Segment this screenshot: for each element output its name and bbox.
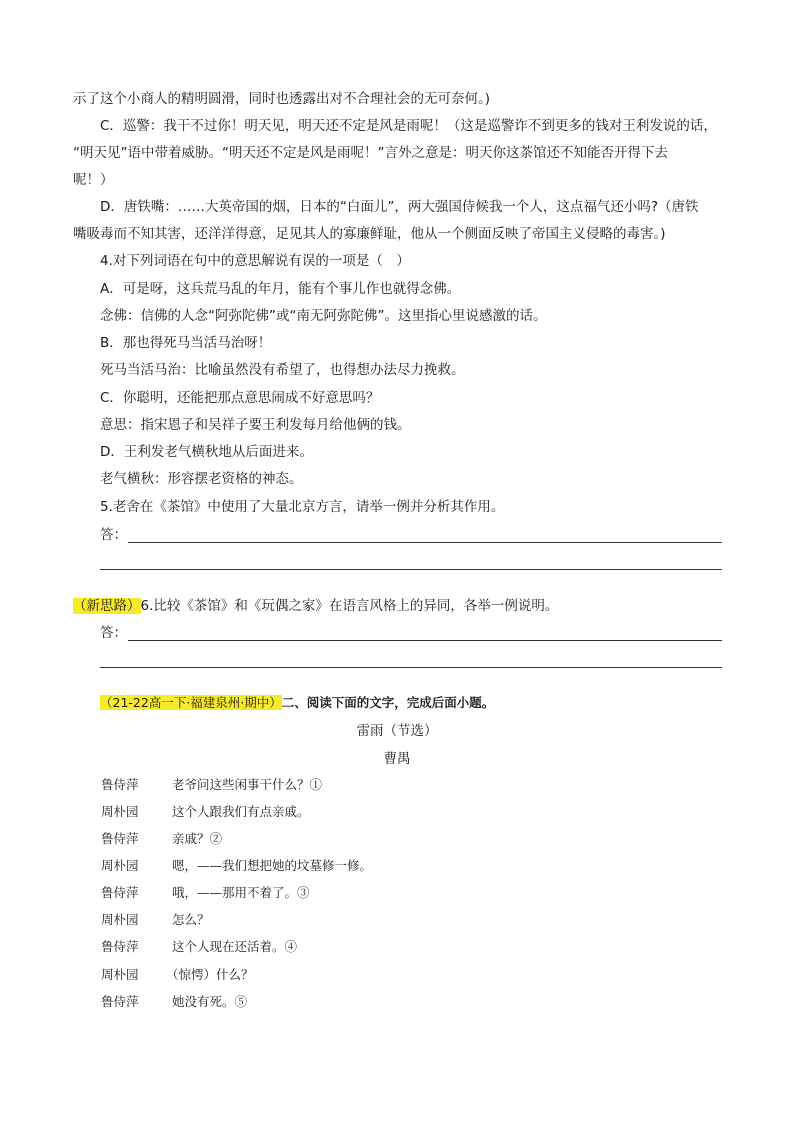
speaker: 周朴园 xyxy=(101,912,139,927)
passage-author: 曹禺 xyxy=(383,751,411,767)
answer-label: 答： xyxy=(100,527,127,543)
dialogue-line xyxy=(0,938,700,956)
dialogue-line xyxy=(0,776,700,794)
utterance: 哦，——那用不着了。③ xyxy=(172,885,310,900)
dialogue-line xyxy=(0,857,700,875)
speaker: 鲁侍萍 xyxy=(101,885,139,900)
option-a-explain: 念佛：信佛的人念“阿弥陀佛”或“南无阿弥陀佛”。这里指心里说感激的话。 xyxy=(100,308,547,324)
source-tag: （21-22高一下·福建泉州·期中） xyxy=(100,695,282,710)
dialogue-line xyxy=(0,966,700,984)
dialogue-line xyxy=(0,993,700,1011)
answer-line[interactable] xyxy=(128,640,722,641)
utterance: 嗯，——我们想把她的坟墓修一修。 xyxy=(172,858,373,873)
question-6-text: 6.比较《茶馆》和《玩偶之家》在语言风格上的异同，各举一例说明。 xyxy=(140,598,559,614)
speaker: 周朴园 xyxy=(101,804,139,819)
utterance: 她没有死。⑤ xyxy=(172,994,248,1009)
utterance: 这个人现在还活着。④ xyxy=(172,939,298,954)
speaker: 周朴园 xyxy=(101,858,139,873)
dialogue-line xyxy=(0,911,700,929)
section-heading-text: 二、阅读下面的文字，完成后面小题。 xyxy=(281,695,495,710)
answer-line[interactable] xyxy=(100,569,722,570)
question-5: 5.老舍在《茶馆》中使用了大量北京方言，请举一例并分析其作用。 xyxy=(100,499,505,515)
utterance: 老爷问这些闲事干什么？① xyxy=(172,777,323,792)
text-line: 示了这个小商人的精明圆滑，同时也透露出对不合理社会的无可奈何。) xyxy=(73,91,491,107)
utterance: （惊愕）什么？ xyxy=(166,967,254,982)
answer-area-q5[interactable] xyxy=(100,526,722,544)
new-idea-tag: （新思路） xyxy=(73,598,141,614)
option-c-explain: 意思：指宋恩子和吴祥子要王利发每月给他俩的钱。 xyxy=(100,417,411,433)
option-b-explain: 死马当活马治：比喻虽然没有希望了，也得想办法尽力挽救。 xyxy=(100,362,465,378)
option-b: B．那也得死马当活马治呀！ xyxy=(100,335,272,351)
dialogue-line xyxy=(0,803,700,821)
utterance: 这个人跟我们有点亲戚。 xyxy=(172,804,310,819)
section-heading xyxy=(100,694,494,712)
utterance: 怎么？ xyxy=(172,912,210,927)
option-c-line: C．巡警：我干不过你！明天见，明天还不定是风是雨呢！（这是巡警诈不到更多的钱对王利发说的话， xyxy=(100,118,717,134)
text-line: “明天见”语中带着威胁。“明天还不定是风是雨呢！”言外之意是：明天你这茶馆还不知能否开得下去 xyxy=(73,145,668,161)
text-line: 嘴吸毒而不知其害，还洋洋得意，足见其人的寡廉鲜耻，他从一个侧面反映了帝国主义侵略的毒害。) xyxy=(73,226,666,242)
passage-title: 雷雨（节选） xyxy=(356,723,438,739)
text-line: 呢！） xyxy=(73,172,114,188)
option-d-line: D．唐铁嘴：……大英帝国的烟，日本的“白面儿”，两大强国侍候我一个人，这点福气还小吗?（唐铁 xyxy=(100,199,699,215)
option-d-explain: 老气横秋：形容摆老资格的神态。 xyxy=(100,471,303,487)
speaker: 鲁侍萍 xyxy=(101,994,139,1009)
speaker: 鲁侍萍 xyxy=(101,939,139,954)
option-a: A．可是呀，这兵荒马乱的年月，能有个事儿作也就得念佛。 xyxy=(100,281,461,297)
answer-area-q6[interactable] xyxy=(100,624,722,642)
dialogue-line xyxy=(0,830,700,848)
speaker: 鲁侍萍 xyxy=(101,831,139,846)
dialogue-line xyxy=(0,884,700,902)
option-c: C．你聪明，还能把那点意思闹成不好意思吗？ xyxy=(100,390,380,406)
answer-label: 答： xyxy=(100,625,127,641)
speaker: 周朴园 xyxy=(101,967,139,982)
option-d: D．王利发老气横秋地从后面进来。 xyxy=(100,444,313,460)
question-6 xyxy=(73,597,558,615)
utterance: 亲戚？② xyxy=(172,831,223,846)
answer-line[interactable] xyxy=(100,667,722,668)
question-4: 4.对下列词语在句中的意思解说有误的一项是（ ） xyxy=(100,253,410,269)
speaker: 鲁侍萍 xyxy=(101,777,139,792)
answer-line[interactable] xyxy=(128,542,722,543)
